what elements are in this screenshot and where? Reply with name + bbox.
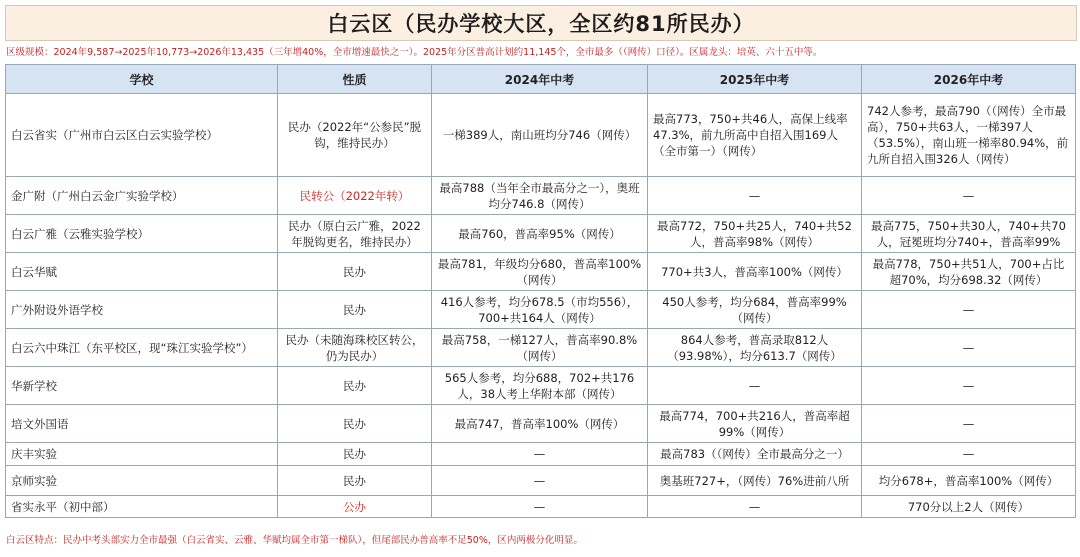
school-name: 庆丰实验 [6, 443, 278, 466]
result-2026: — [862, 177, 1076, 215]
school-nature: 民办 [278, 291, 432, 329]
result-2024: 最高758，一梯127人，普高率90.8%（网传） [432, 329, 648, 367]
school-name: 白云省实（广州市白云区白云实验学校） [6, 94, 278, 177]
table-row [6, 443, 1076, 466]
school-nature: 民办 [278, 405, 432, 443]
table-row [6, 215, 1076, 253]
result-2026: — [862, 405, 1076, 443]
table-row [6, 94, 1076, 177]
school-name: 金广附（广州白云金广实验学校） [6, 177, 278, 215]
table-row [6, 466, 1076, 496]
result-2026: 均分678+，普高率100%（网传） [862, 466, 1076, 496]
result-2026: 最高778，750+共51人，700+占比超70%，均分698.32（网传） [862, 253, 1076, 291]
result-2026: — [862, 367, 1076, 405]
result-2025: 最高783（（网传）全市最高分之一） [648, 443, 862, 466]
school-table [5, 64, 1076, 518]
result-2025: — [648, 177, 862, 215]
school-nature: 公办 [278, 496, 432, 518]
result-2024: 565人参考，均分688，702+共176人，38人考上华附本部（网传） [432, 367, 648, 405]
page-title: 白云区（民办学校大区，全区约81所民办） [5, 5, 1077, 41]
result-2024: — [432, 466, 648, 496]
table-row [6, 253, 1076, 291]
school-nature: 民办 [278, 443, 432, 466]
school-name: 京师实验 [6, 466, 278, 496]
result-2025: 770+共3人，普高率100%（网传） [648, 253, 862, 291]
header-school: 学校 [6, 65, 278, 94]
header-2026: 2026年中考 [862, 65, 1076, 94]
table-row [6, 367, 1076, 405]
result-2026: — [862, 329, 1076, 367]
school-name: 华新学校 [6, 367, 278, 405]
result-2024: 一梯389人，南山班均分746（网传） [432, 94, 648, 177]
school-nature: 民办 [278, 466, 432, 496]
district-scale-note: 区级规模：2024年9,587→2025年10,773→2026年13,435（三年增40%，全市增速最快之一）。2025年分区普高计划约11,145个，全市最多（（网传）口径）。区属龙头：培英、六十五中等。 [6, 47, 823, 58]
school-nature: 民办 [278, 367, 432, 405]
result-2026: 最高775，750+共30人，740+共70人，冠冕班均分740+，普高率99% [862, 215, 1076, 253]
result-2024: — [432, 496, 648, 518]
table-row [6, 291, 1076, 329]
result-2025: 最高774，700+共216人，普高率超99%（网传） [648, 405, 862, 443]
result-2025: 最高772，750+共25人，740+共52人，普高率98%（网传） [648, 215, 862, 253]
table-header-row [6, 65, 1076, 94]
school-nature: 民办（原白云广雅，2022年脱钩更名，维持民办） [278, 215, 432, 253]
result-2026: — [862, 443, 1076, 466]
school-name: 广外附设外语学校 [6, 291, 278, 329]
result-2024: 最高760，普高率95%（网传） [432, 215, 648, 253]
school-name: 白云华赋 [6, 253, 278, 291]
school-nature: 民办 [278, 253, 432, 291]
result-2025: 奥基班727+，（网传）76%进前八所 [648, 466, 862, 496]
table-row [6, 405, 1076, 443]
school-name: 白云广雅（云雅实验学校） [6, 215, 278, 253]
school-name: 白云六中珠江（东平校区，现“珠江实验学校”） [6, 329, 278, 367]
result-2026: — [862, 291, 1076, 329]
result-2025: 864人参考，普高录取812人（93.98%），均分613.7（网传） [648, 329, 862, 367]
result-2024: 最高747，普高率100%（网传） [432, 405, 648, 443]
header-2024: 2024年中考 [432, 65, 648, 94]
result-2024: — [432, 443, 648, 466]
result-2024: 最高788（当年全市最高分之一），奥班均分746.8（网传） [432, 177, 648, 215]
school-nature: 民办（未随海珠校区转公，仍为民办） [278, 329, 432, 367]
result-2025: — [648, 496, 862, 518]
result-2025: 最高773，750+共46人，高保上线率47.3%，前九所高中自招入围169人（全市第一）（网传） [648, 94, 862, 177]
table-row [6, 177, 1076, 215]
table-row [6, 329, 1076, 367]
result-2024: 最高781，年级均分680，普高率100%（网传） [432, 253, 648, 291]
school-name: 培文外国语 [6, 405, 278, 443]
result-2026: 742人参考，最高790（（网传）全市最高），750+共63人，一梯397人（53.5%），南山班一梯率80.94%，前九所自招入围326人（网传） [862, 94, 1076, 177]
result-2025: — [648, 367, 862, 405]
header-nature: 性质 [278, 65, 432, 94]
school-nature: 民办（2022年“公参民”脱钩，维持民办） [278, 94, 432, 177]
result-2025: 450人参考，均分684，普高率99%（网传） [648, 291, 862, 329]
result-2026: 770分以上2人（网传） [862, 496, 1076, 518]
district-footnote: 白云区特点：民办中考头部实力全市最强（白云省实、云雅、华赋均属全市第一梯队），但尾部民办普高率不足50%，区内两极分化明显。 [6, 535, 583, 546]
school-nature: 民转公（2022年转） [278, 177, 432, 215]
header-2025: 2025年中考 [648, 65, 862, 94]
school-name: 省实永平（初中部） [6, 496, 278, 518]
result-2024: 416人参考，均分678.5（市均556），700+共164人（网传） [432, 291, 648, 329]
table-row [6, 496, 1076, 518]
